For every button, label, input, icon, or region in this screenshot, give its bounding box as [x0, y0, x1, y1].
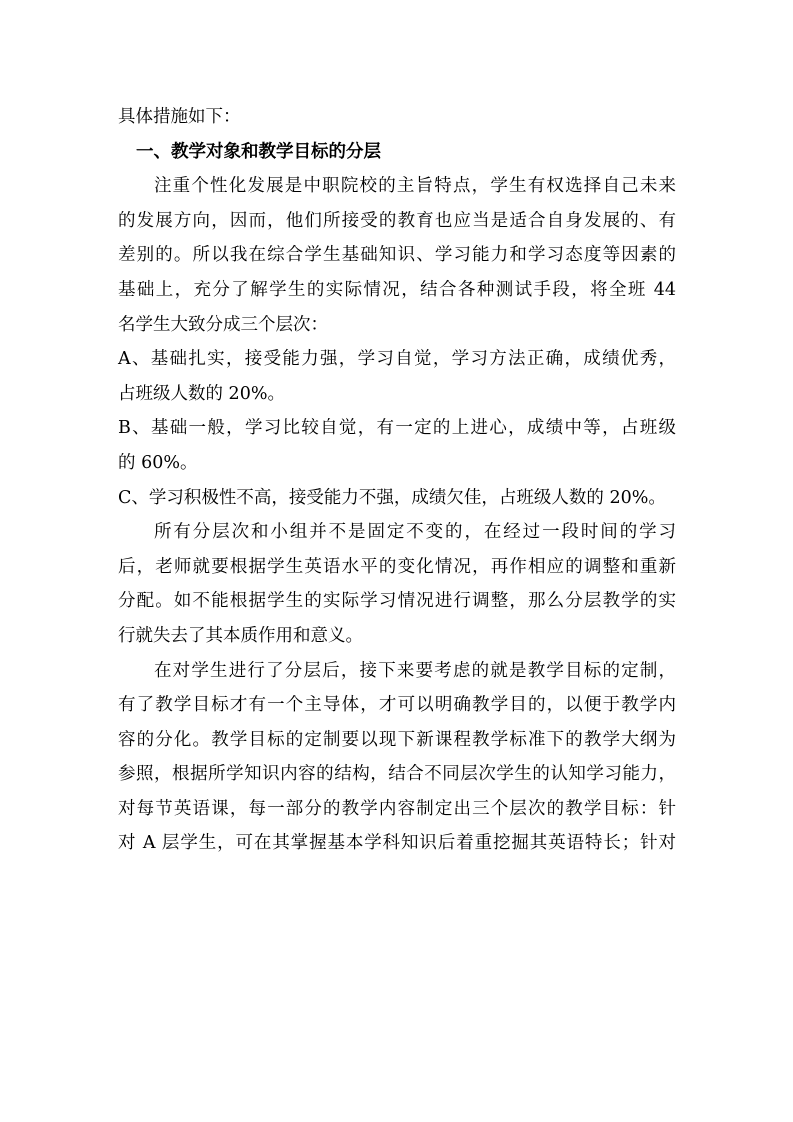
paragraph-line: 对 A 层学生，可在其掌握基本学科知识后着重挖掘其英语特长；针对	[118, 833, 676, 854]
level-b-item	[118, 411, 676, 480]
paragraph-line: 所有分层次和小组并不是固定不变的，在经过一段时间的学习	[154, 522, 676, 543]
paragraph-grouping	[118, 169, 676, 342]
paragraph-line: 后，老师就要根据学生英语水平的变化情况，再作相应的调整和重新	[118, 556, 676, 577]
paragraph-line: 的发展方向，因而，他们所接受的教育也应当是适合自身发展的、有	[118, 210, 676, 231]
intro-line: 具体措施如下：	[118, 107, 241, 127]
paragraph-line: 基础上，充分了解学生的实际情况，结合各种测试手段，将全班 44	[118, 279, 676, 300]
paragraph-line: 差别的。所以我在综合学生基础知识、学习能力和学习态度等因素的	[118, 245, 676, 266]
paragraph-line: 行就失去了其本质作用和意义。	[118, 625, 363, 646]
level-a-item	[118, 342, 676, 411]
paragraph-line: 容的分化。教学目标的定制要以现下新课程教学标准下的教学大纲为	[118, 729, 676, 750]
document-page	[118, 100, 676, 861]
paragraph-objectives	[118, 654, 676, 862]
paragraph-line: 注重个性化发展是中职院校的主旨特点，学生有权选择自己未来	[154, 176, 676, 197]
section-heading: 一、教学对象和教学目标的分层	[136, 141, 381, 162]
level-a-line: 占班级人数的 20%。	[118, 383, 285, 404]
paragraph-line: 分配。如不能根据学生的实际学习情况进行调整，那么分层教学的实	[118, 591, 676, 612]
level-c-line: C、学习积极性不高，接受能力不强，成绩欠佳，占班级人数的 20%。	[118, 487, 666, 508]
paragraph-line: 对每节英语课，每一部分的教学内容制定出三个层次的教学目标：针	[118, 798, 676, 819]
paragraph-line: 参照，根据所学知识内容的结构，结合不同层次学生的认知学习能力，	[118, 764, 676, 785]
paragraph-line: 有了教学目标才有一个主导体，才可以明确教学目的，以便于教学内	[118, 695, 676, 716]
paragraph-line: 在对学生进行了分层后，接下来要考虑的就是教学目标的定制，	[154, 660, 676, 681]
level-b-line: 的 60%。	[118, 452, 198, 473]
paragraph-line: 名学生大致分成三个层次：	[118, 314, 328, 335]
paragraph-adjustment	[118, 515, 676, 653]
level-a-line: A、基础扎实，接受能力强，学习自觉，学习方法正确，成绩优秀，	[118, 349, 676, 370]
level-b-line: B、基础一般，学习比较自觉，有一定的上进心，成绩中等，占班级	[118, 418, 676, 439]
level-c-item	[118, 481, 676, 516]
